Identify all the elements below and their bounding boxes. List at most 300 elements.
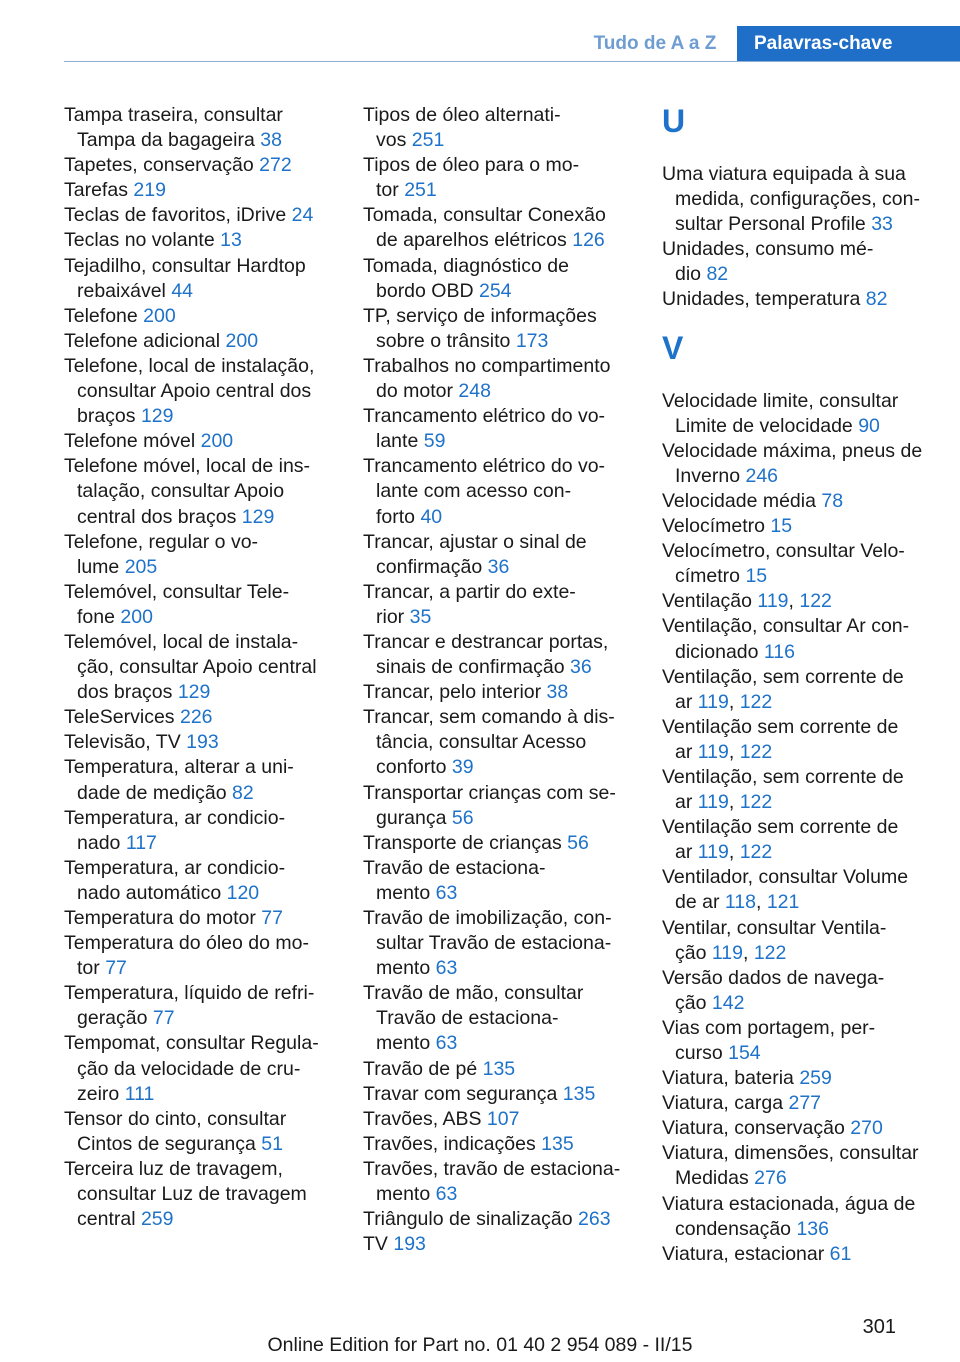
- index-entry: [363, 1057, 638, 1082]
- entry-text: gurança: [376, 806, 447, 829]
- index-entry: [662, 1192, 952, 1242]
- index-entry: [64, 203, 339, 228]
- entry-text: Viatura, conservação: [662, 1117, 845, 1140]
- page-link[interactable]: 111: [124, 1082, 155, 1105]
- entry-text: Temperatura, ar condicio‐: [64, 806, 286, 829]
- entry-text: tância, consultar Acesso: [376, 731, 587, 754]
- entry-text: Trancar, ajustar o sinal de: [363, 530, 587, 553]
- entry-text: sultar Personal Profile: [675, 213, 866, 236]
- index-entry: [64, 580, 339, 630]
- entry-text: geração: [77, 1007, 148, 1030]
- page-link[interactable]: 119: [697, 690, 729, 713]
- page-link[interactable]: 129: [140, 405, 174, 428]
- entry-text: Travar com segurança: [363, 1082, 558, 1105]
- page-link[interactable]: 122: [739, 690, 773, 713]
- entry-text: TP, serviço de informações: [363, 304, 597, 327]
- entry-text: central dos braços: [77, 505, 237, 528]
- entry-text: Viatura, estacionar: [662, 1242, 825, 1265]
- entry-text: Limite de velocidade: [675, 414, 853, 437]
- entry-text: Tapetes, conservação: [64, 154, 254, 177]
- entry-text: Cintos de segurança: [77, 1132, 256, 1155]
- index-entry: [64, 153, 339, 178]
- index-entry: [363, 203, 638, 253]
- index-entry: [64, 1031, 339, 1106]
- entry-text: consultar Apoio central dos: [77, 380, 312, 403]
- entry-text: Travões, ABS: [363, 1107, 482, 1130]
- page-link[interactable]: 33: [871, 213, 893, 236]
- page-link[interactable]: 35: [409, 605, 432, 628]
- index-entry: Ventilar, consultar Ventila‐ ção 119, 122: [662, 916, 887, 964]
- entry-text: Viatura, carga: [662, 1092, 784, 1115]
- index-entry: Ventilação sem corrente de ar 119, 122: [662, 816, 899, 864]
- page-link[interactable]: 38: [546, 681, 569, 704]
- index-entry: Ventilação, sem corrente de ar 119, 122: [662, 665, 904, 713]
- index-entry: [64, 856, 339, 906]
- entry-text: Telefone móvel, local de ins‐: [64, 455, 311, 478]
- entry-text: mento: [376, 881, 431, 904]
- entry-text: vos: [376, 129, 407, 152]
- page-link[interactable]: 277: [788, 1092, 822, 1115]
- page-link[interactable]: 122: [739, 740, 773, 763]
- entry-text: Velocidade média: [662, 489, 816, 512]
- entry-text: Travão de pé: [363, 1057, 478, 1080]
- index-entry: [662, 489, 952, 514]
- entry-text: Tensor do cinto, consultar: [64, 1107, 287, 1130]
- index-entry: [662, 614, 952, 664]
- page-link[interactable]: 126: [572, 229, 605, 252]
- entry-text: Telefone, local de instalação,: [64, 354, 315, 377]
- page-link[interactable]: 251: [404, 179, 437, 202]
- index-entry: [363, 1107, 638, 1132]
- entry-text: Telemóvel, consultar Tele‐: [64, 580, 290, 603]
- entry-text: Tomada, consultar Conexão: [363, 204, 606, 227]
- index-entry: [363, 831, 638, 856]
- entry-text: nado: [77, 831, 121, 854]
- entry-text: ar: [675, 740, 693, 763]
- entry-text: Velocímetro: [662, 515, 765, 538]
- index-entry: Ventilação 119, 122: [662, 590, 832, 613]
- page-link[interactable]: 82: [865, 288, 888, 311]
- page-link[interactable]: 63: [435, 1183, 458, 1206]
- entry-text: Transporte de crianças: [363, 831, 562, 854]
- entry-text: Velocímetro, consultar Velo‐: [662, 540, 905, 563]
- page-link[interactable]: 248: [458, 380, 491, 403]
- entry-text: Uma viatura equipada à sua: [662, 163, 906, 185]
- entry-text: Travão de estaciona‐: [376, 1007, 559, 1030]
- entry-text: tor: [77, 957, 100, 980]
- index-entry: [363, 304, 638, 354]
- entry-text: Tampa da bagageira: [77, 129, 255, 152]
- header-rule: [64, 61, 960, 62]
- index-entry: [662, 539, 952, 589]
- entry-text: braços: [77, 405, 136, 428]
- entry-text: mento: [376, 1183, 431, 1206]
- page-link[interactable]: 119: [697, 740, 729, 763]
- entry-text: Ventilação, sem corrente de: [662, 765, 904, 788]
- index-entry: [662, 287, 952, 312]
- section-letter: U: [662, 103, 686, 139]
- entry-text: címetro: [675, 565, 741, 588]
- index-entry: Ventilação sem corrente de ar 119, 122: [662, 715, 899, 763]
- index-entry: [363, 906, 638, 981]
- index-column-1: [64, 103, 339, 1232]
- entry-text: mento: [376, 1032, 431, 1055]
- entry-text: sobre o trânsito: [376, 329, 511, 352]
- entry-text: Telefone, regular o vo‐: [64, 530, 259, 553]
- page-link[interactable]: 36: [570, 656, 592, 679]
- index-entry: [662, 966, 952, 1016]
- entry-text: Trancamento elétrico do vo‐: [363, 455, 606, 478]
- entry-text: do motor: [376, 380, 453, 403]
- entry-text: Viatura, dimensões, consultar: [662, 1142, 919, 1165]
- page-link[interactable]: 77: [261, 907, 283, 929]
- index-entry: [363, 530, 638, 580]
- entry-text: Unidades, consumo mé‐: [662, 238, 874, 261]
- entry-text: Versão dados de navega‐: [662, 966, 885, 989]
- index-entry: [662, 389, 952, 439]
- entry-text: sultar Travão de estaciona‐: [376, 932, 612, 955]
- index-entry: [662, 237, 952, 287]
- index-entry: [64, 178, 339, 203]
- index-entry: [64, 530, 339, 580]
- page-link[interactable]: 107: [486, 1107, 520, 1130]
- entry-text: Unidades, temperatura: [662, 288, 861, 311]
- section-gap: [662, 372, 952, 389]
- header-tab-keywords[interactable]: Palavras-chave: [737, 26, 960, 62]
- entry-text: TeleServices: [64, 706, 175, 729]
- entry-text: ção: [675, 991, 707, 1014]
- index-entry: [662, 162, 952, 237]
- page-link[interactable]: 193: [393, 1233, 426, 1256]
- page-link[interactable]: 193: [186, 731, 219, 754]
- page-link[interactable]: 78: [821, 489, 844, 512]
- page-link[interactable]: 56: [567, 831, 589, 854]
- page-link[interactable]: 276: [754, 1167, 787, 1190]
- index-entry: [64, 906, 339, 931]
- entry-text: TV: [363, 1233, 388, 1256]
- page-link[interactable]: 13: [220, 229, 242, 252]
- page-link[interactable]: 259: [799, 1067, 832, 1090]
- index-entry: [64, 429, 339, 454]
- index-entry: [64, 630, 339, 705]
- entry-text: Teclas de favoritos, iDrive: [64, 204, 287, 227]
- page-link[interactable]: 272: [259, 154, 292, 177]
- entry-text: tor: [376, 179, 399, 202]
- entry-text: Tomada, diagnóstico de: [363, 254, 569, 277]
- index-entry: [363, 1207, 638, 1232]
- entry-text: dicionado: [675, 640, 759, 663]
- entry-text: Ventilação sem corrente de: [662, 816, 899, 839]
- index-entry: [662, 1116, 952, 1141]
- entry-text: lume: [77, 555, 120, 578]
- entry-text: nado automático: [77, 881, 222, 904]
- entry-text: Trancar, pelo interior: [363, 681, 542, 704]
- page-link[interactable]: 122: [739, 791, 773, 814]
- entry-text: rior: [376, 605, 405, 628]
- entry-text: confirmação: [376, 555, 483, 578]
- entry-text: Terceira luz de travagem,: [64, 1157, 283, 1180]
- page-link[interactable]: 15: [745, 565, 768, 588]
- index-entry: [662, 514, 952, 539]
- entry-text: ar: [675, 791, 693, 814]
- entry-text: forto: [376, 505, 416, 528]
- index-entry: [64, 705, 339, 730]
- index-entry: [64, 1157, 339, 1232]
- entry-text: fone: [77, 605, 115, 628]
- entry-text: conforto: [376, 756, 447, 779]
- entry-text: Telemóvel, local de instala‐: [64, 630, 299, 653]
- entry-text: Tampa traseira, consultar: [64, 104, 283, 126]
- entry-text: Inverno: [675, 464, 741, 487]
- entry-text: Tipos de óleo alternati‐: [363, 104, 561, 126]
- page-link[interactable]: 63: [435, 1032, 458, 1055]
- page-link[interactable]: 173: [515, 329, 549, 352]
- entry-text: Temperatura do óleo do mo‐: [64, 932, 309, 955]
- entry-text: Tipos de óleo para o mo‐: [363, 154, 580, 177]
- page-link[interactable]: 122: [799, 590, 832, 613]
- index-entry: [64, 931, 339, 981]
- index-entry: [363, 1082, 638, 1107]
- index-entry: [363, 153, 638, 203]
- entry-text: central: [77, 1208, 136, 1231]
- entry-text: Trancar, a partir do exte‐: [363, 580, 576, 603]
- entry-text: Tarefas: [64, 179, 128, 202]
- page-link[interactable]: 38: [260, 129, 282, 152]
- page-link[interactable]: 15: [770, 515, 793, 538]
- entry-text: zeiro: [77, 1082, 120, 1105]
- index-entry: [363, 680, 638, 705]
- entry-text: Telefone adicional: [64, 329, 221, 352]
- entry-text: Telefone: [64, 304, 138, 327]
- page-link[interactable]: 129: [177, 681, 211, 704]
- entry-text: bordo OBD: [376, 279, 474, 302]
- index-entry: [64, 1107, 339, 1157]
- page-link[interactable]: 121: [766, 891, 800, 914]
- entry-text: de aparelhos elétricos: [376, 229, 567, 252]
- entry-text: Trancar e destrancar portas,: [363, 630, 609, 653]
- page-link[interactable]: 51: [261, 1132, 283, 1155]
- page-link[interactable]: 77: [152, 1007, 175, 1030]
- entry-text: Travões, travão de estaciona‐: [363, 1157, 621, 1180]
- index-entry: [363, 354, 638, 404]
- entry-text: rebaixável: [77, 279, 166, 302]
- index-entry: [662, 1141, 952, 1191]
- page-link[interactable]: 142: [711, 991, 745, 1014]
- entry-text: Temperatura, líquido de refri‐: [64, 982, 315, 1005]
- page-link[interactable]: 40: [420, 505, 443, 528]
- page-link[interactable]: 219: [133, 179, 166, 202]
- entry-text: Medidas: [675, 1167, 749, 1190]
- entry-text: mento: [376, 957, 431, 980]
- index-entry: Ventilação, sem corrente de ar 119, 122: [662, 765, 904, 814]
- page-link[interactable]: 129: [241, 505, 275, 528]
- entry-text: Ventilar, consultar Ventila‐: [662, 916, 887, 939]
- page-link[interactable]: 200: [120, 605, 153, 628]
- page-link[interactable]: 118: [724, 891, 756, 914]
- entry-text: Travões, indicações: [363, 1132, 536, 1155]
- page-link[interactable]: 122: [753, 941, 787, 964]
- section-gap: [662, 313, 952, 330]
- entry-text: sinais de confirmação: [376, 656, 565, 679]
- index-entry: [363, 103, 638, 153]
- page-link[interactable]: 59: [423, 430, 446, 453]
- page-link[interactable]: 116: [763, 640, 795, 663]
- entry-text: Travão de imobilização, con‐: [363, 907, 612, 929]
- entry-text: Ventilação: [662, 590, 752, 613]
- entry-text: de ar: [675, 891, 720, 914]
- entry-text: condensação: [675, 1217, 792, 1240]
- page-link[interactable]: 246: [745, 464, 779, 487]
- page-link[interactable]: 270: [850, 1117, 883, 1140]
- entry-text: Temperatura, alterar a uni‐: [64, 756, 294, 779]
- page-link[interactable]: 82: [706, 263, 729, 286]
- index-entry: [662, 439, 952, 489]
- entry-text: Tejadilho, consultar Hardtop: [64, 254, 306, 277]
- page-link[interactable]: 205: [124, 555, 158, 578]
- entry-text: Ventilador, consultar Volume: [662, 866, 909, 889]
- entry-text: Ventilação sem corrente de: [662, 715, 899, 738]
- page-link[interactable]: 63: [435, 881, 458, 904]
- index-entry: [662, 1016, 952, 1066]
- page-link[interactable]: 119: [711, 941, 743, 964]
- index-entry: [363, 1232, 638, 1257]
- header-tab-section[interactable]: Tudo de A a Z: [593, 33, 717, 54]
- index-column-3: [662, 103, 952, 1267]
- index-entry: [662, 1242, 952, 1267]
- entry-text: lante: [376, 430, 419, 453]
- index-entry: [64, 354, 339, 429]
- page-link[interactable]: 36: [487, 555, 510, 578]
- page-link[interactable]: 200: [200, 430, 234, 453]
- entry-text: talação, consultar Apoio: [77, 480, 285, 503]
- page-link[interactable]: 259: [140, 1208, 174, 1231]
- index-entry: [363, 781, 638, 831]
- entry-text: Triângulo de sinalização: [363, 1208, 573, 1231]
- index-entry: [64, 254, 339, 304]
- index-entry: [64, 304, 339, 329]
- index-entry: [363, 1157, 638, 1207]
- entry-text: curso: [675, 1042, 723, 1064]
- footer-edition-note: Online Edition for Part no. 01 40 2 954 089 - II/15: [267, 1334, 693, 1356]
- index-entry: [363, 630, 638, 680]
- page-link[interactable]: 226: [179, 706, 213, 729]
- page-link[interactable]: 56: [451, 806, 474, 829]
- index-entry: [64, 806, 339, 856]
- section-letter: V: [662, 329, 684, 366]
- entry-text: Teclas no volante: [64, 229, 215, 252]
- page-link[interactable]: 24: [291, 204, 314, 227]
- page-link[interactable]: 135: [541, 1132, 574, 1155]
- page-link[interactable]: 90: [858, 414, 880, 437]
- entry-text: Trabalhos no compartimento: [363, 354, 611, 377]
- entry-text: dos braços: [77, 681, 173, 704]
- index-entry: [363, 580, 638, 630]
- entry-text: ar: [675, 841, 693, 864]
- page-link[interactable]: 117: [125, 831, 157, 854]
- page-link[interactable]: 135: [482, 1057, 516, 1080]
- index-entry: [363, 404, 638, 454]
- index-entry: [64, 228, 339, 253]
- entry-text: Temperatura do motor: [64, 907, 256, 929]
- index-entry: [64, 329, 339, 354]
- entry-text: ar: [675, 690, 693, 713]
- entry-text: Transportar crianças com se‐: [363, 781, 616, 804]
- entry-text: dio: [675, 263, 702, 286]
- entry-text: Telefone móvel: [64, 430, 196, 453]
- entry-text: Tempomat, consultar Regula‐: [64, 1032, 319, 1055]
- entry-text: ção da velocidade de cru‐: [77, 1057, 301, 1080]
- entry-text: ção: [675, 941, 707, 964]
- entry-text: consultar Luz de travagem: [77, 1183, 307, 1206]
- entry-text: medida, configurações, con‐: [675, 188, 920, 211]
- index-entry: [662, 1091, 952, 1116]
- index-entry: [363, 705, 638, 780]
- entry-text: Travão de estaciona‐: [363, 856, 546, 879]
- page-link[interactable]: 122: [739, 841, 773, 864]
- entry-text: Viatura estacionada, água de: [662, 1192, 916, 1215]
- index-entry: [363, 454, 638, 529]
- index-entry: [662, 1066, 952, 1091]
- entry-text: Velocidade máxima, pneus de: [662, 439, 923, 462]
- index-entry: [363, 1132, 638, 1157]
- entry-text: dade de medição: [77, 781, 227, 804]
- entry-text: Ventilação, consultar Ar con‐: [662, 615, 910, 638]
- entry-text: Travão de mão, consultar: [363, 982, 584, 1005]
- index-entry: [64, 454, 339, 529]
- page-number: 301: [862, 1316, 896, 1338]
- page-link[interactable]: 154: [728, 1042, 761, 1064]
- page-link[interactable]: 39: [451, 756, 474, 779]
- entry-text: Vias com portagem, per‐: [662, 1016, 876, 1039]
- index-entry: [64, 755, 339, 805]
- page-link[interactable]: 251: [411, 129, 445, 152]
- entry-text: ção, consultar Apoio central: [77, 656, 317, 679]
- page-link[interactable]: 200: [225, 329, 259, 352]
- index-entry: [363, 981, 638, 1056]
- index-entry: [64, 103, 339, 153]
- index-entry: Ventilador, consultar Volume de ar 118, 121: [662, 866, 909, 914]
- page-link[interactable]: 119: [757, 590, 789, 613]
- page-link[interactable]: 119: [697, 841, 729, 864]
- entry-text: Ventilação, sem corrente de: [662, 665, 904, 688]
- page-link[interactable]: 63: [435, 957, 458, 980]
- entry-text: lante com acesso con‐: [376, 480, 572, 503]
- page-link[interactable]: 82: [232, 781, 254, 804]
- section-gap: [662, 145, 952, 162]
- page-link[interactable]: 136: [796, 1217, 829, 1240]
- page-link[interactable]: 77: [105, 957, 127, 980]
- index-entry: [64, 981, 339, 1031]
- entry-text: Viatura, bateria: [662, 1067, 794, 1090]
- index-entry: [363, 856, 638, 906]
- page-link[interactable]: 135: [562, 1082, 596, 1105]
- page-link[interactable]: 200: [143, 304, 176, 327]
- page-link[interactable]: 119: [697, 791, 729, 814]
- entry-text: Trancamento elétrico do vo‐: [363, 405, 606, 428]
- page-link[interactable]: 120: [226, 881, 260, 904]
- entry-text: Temperatura, ar condicio‐: [64, 856, 286, 879]
- entry-text: Televisão, TV: [64, 731, 181, 754]
- index-entry: [363, 254, 638, 304]
- page-link[interactable]: 254: [478, 279, 512, 302]
- index-column-2: [363, 103, 638, 1257]
- page-link[interactable]: 44: [171, 279, 194, 302]
- page-link[interactable]: 61: [829, 1242, 852, 1265]
- index-entry: [64, 730, 339, 755]
- entry-text: Velocidade limite, consultar: [662, 389, 899, 412]
- entry-text: Trancar, sem comando à dis‐: [363, 706, 615, 729]
- page-link[interactable]: 263: [578, 1208, 611, 1231]
